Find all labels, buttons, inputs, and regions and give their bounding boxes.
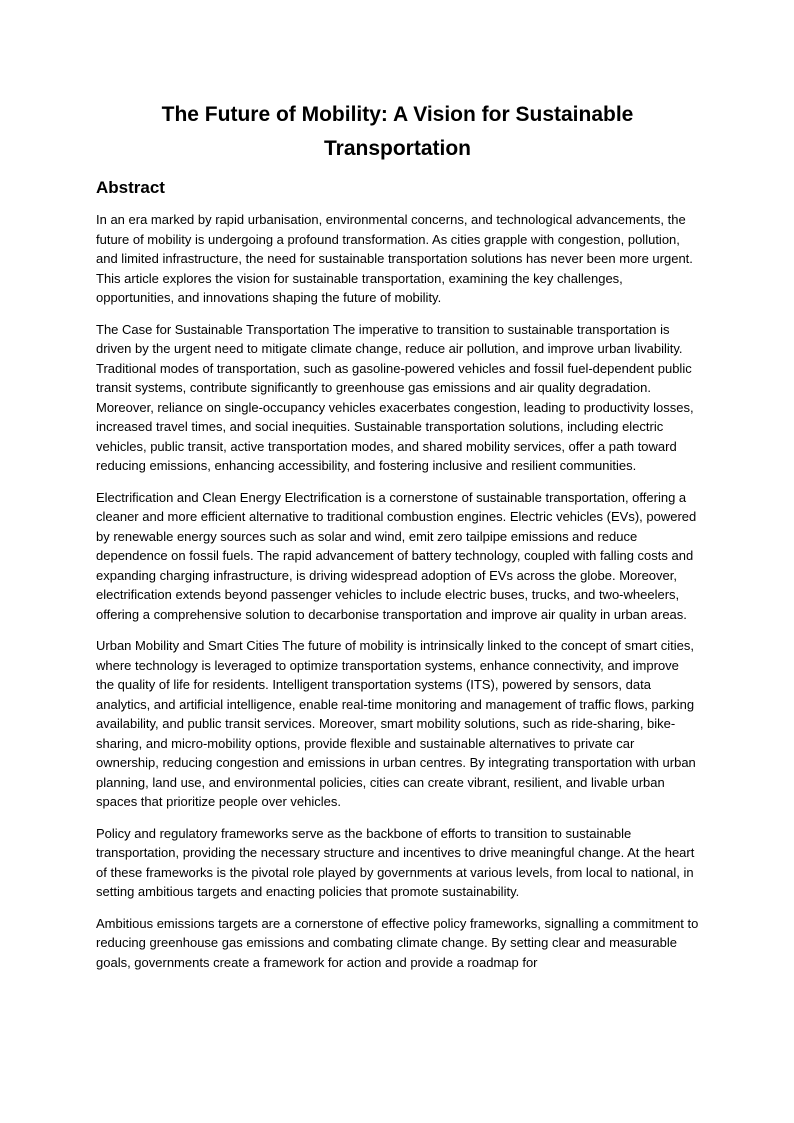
paragraph-urban-mobility: Urban Mobility and Smart Cities The future of mobility is intrinsically linked to the concept of smart cities, where technology is leveraged to optimize transportation systems, enhance connectivity, and improve the quality of life for residents. Intelligent transportation systems (ITS), powered by sensors, data analytics, and artificial intelligence, enable real-time monitoring and management of traffic flows, parking availability, and public transit services. Moreover, smart mobility solutions, such as ride-sharing, bike-sharing, and micro-mobility options, provide flexible and sustainable alternatives to private car ownership, reducing congestion and emissions in urban centres. By integrating transportation with urban planning, land use, and environmental policies, cities can create vibrant, resilient, and livable urban spaces that prioritize people over vehicles.: [96, 638, 696, 809]
abstract-heading: Abstract: [96, 178, 165, 197]
paragraph-policy-frameworks: Policy and regulatory frameworks serve as the backbone of efforts to transition to sustainable transportation, providing the necessary structure and incentives to drive meaningful change. At the heart of these frameworks is the pivotal role played by governments at various levels, from local to national, in setting ambitious targets and enacting policies that promote sustainability.: [96, 825, 695, 899]
paragraph-emissions-targets: Ambitious emissions targets are a cornerstone of effective policy frameworks, signalling a commitment to reducing greenhouse gas emissions and combating climate change. By setting clear and measurable goals, governments create a framework for action and provide a roadmap for: [96, 915, 699, 970]
document-title: The Future of Mobility: A Vision for Sustainable Transportation: [161, 103, 634, 160]
paragraph-abstract: In an era marked by rapid urbanisation, environmental concerns, and technological advancements, the future of mobility is undergoing a profound transformation. As cities grapple with congestion, pollution, and limited infrastructure, the need for sustainable transportation solutions has never been more urgent. This article explores the vision for sustainable transportation, examining the key challenges, opportunities, and innovations shaping the future of mobility.: [96, 212, 693, 305]
paragraph-sustainable-transportation: The Case for Sustainable Transportation The imperative to transition to sustainable transportation is driven by the urgent need to mitigate climate change, reduce air pollution, and improve urban livability. Traditional modes of transportation, such as gasoline-powered vehicles and fossil fuel-dependent public transit systems, contribute significantly to greenhouse gas emissions and air quality degradation. Moreover, reliance on single-occupancy vehicles exacerbates congestion, leading to productivity losses, increased travel times, and social inequities. Sustainable transportation solutions, including electric vehicles, public transit, active transportation modes, and shared mobility services, offer a path toward reducing emissions, enhancing accessibility, and fostering inclusive and resilient communities.: [96, 321, 694, 473]
paragraph-electrification: Electrification and Clean Energy Electrification is a cornerstone of sustainable transportation, offering a cleaner and more efficient alternative to traditional combustion engines. Electric vehicles (EVs), powered by renewable energy sources such as solar and wind, emit zero tailpipe emissions and reduce dependence on fossil fuels. The rapid advancement of battery technology, coupled with falling costs and expanding charging infrastructure, is driving widespread adoption of EVs across the globe. Moreover, electrification extends beyond passenger vehicles to include electric buses, trucks, and two-wheelers, offering a comprehensive solution to decarbonise transportation and improve air quality in urban areas.: [96, 489, 697, 622]
document-page: [96, 98, 699, 972]
